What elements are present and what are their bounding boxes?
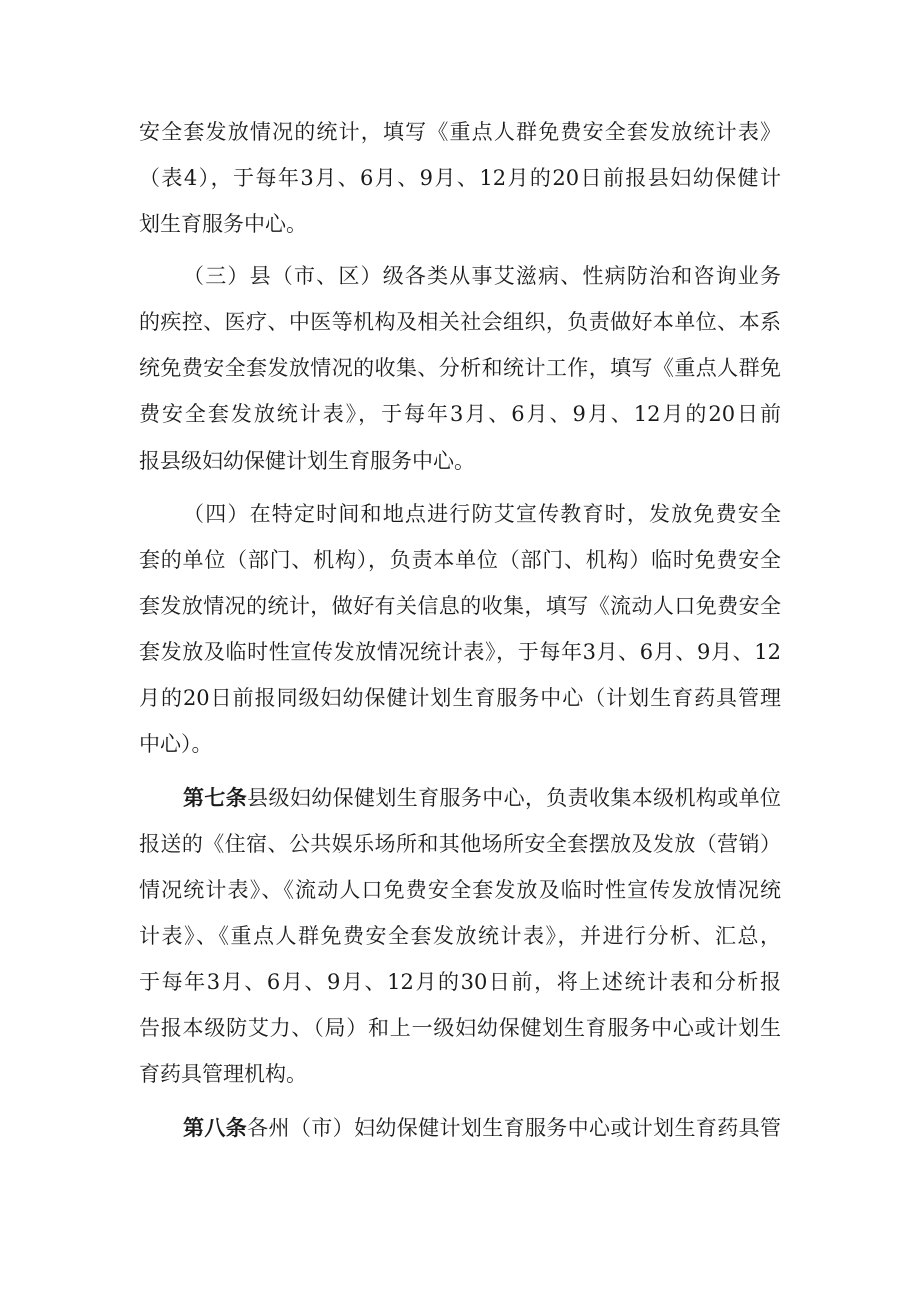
paragraph-line: 报送的《住宿、公共娱乐场所和其他场所安全套摆放及发放（营销） xyxy=(139,832,781,856)
article-text: 县级妇幼保健划生育服务中心，负责收集本级机构或单位 xyxy=(247,786,782,810)
paragraph-line: 情况统计表》、《流动人口免费安全套发放及临时性宣传发放情况统 xyxy=(139,878,781,902)
paragraph-line: 安全套发放情况的统计，填写《重点人群免费安全套发放统计表》 xyxy=(139,120,781,144)
paragraph-line: （表4），于每年3月、6月、9月、12月的20日前报县妇幼保健计 xyxy=(139,166,781,190)
paragraph-line: 计表》、《重点人群免费安全套发放统计表》，并进行分析、汇总， xyxy=(139,924,781,948)
paragraph-line: 中心）。 xyxy=(139,732,213,756)
paragraph-line: 套的单位（部门、机构），负责本单位（部门、机构）临时免费安全 xyxy=(139,548,781,572)
article-heading: 第八条 xyxy=(183,1116,248,1140)
paragraph-line: 套发放及临时性宣传发放情况统计表》，于每年3月、6月、9月、12 xyxy=(139,640,781,664)
article-text: 各州（市）妇幼保健计划生育服务中心或计划生育药具管 xyxy=(247,1116,782,1140)
paragraph-line: 月的20日前报同级妇幼保健计划生育服务中心（计划生育药具管理 xyxy=(139,686,781,710)
article-first-line xyxy=(183,784,781,812)
paragraph-line: 于每年3月、6月、9月、12月的30日前，将上述统计表和分析报 xyxy=(139,970,781,994)
paragraph-line: （三）县（市、区）级各类从事艾滋病、性病防治和咨询业务 xyxy=(183,264,781,288)
paragraph-line: 报县级妇幼保健计划生育服务中心。 xyxy=(139,449,475,473)
article-heading: 第七条 xyxy=(183,786,248,810)
paragraph-line: 划生育服务中心。 xyxy=(139,212,307,236)
paragraph-line: 费安全套发放统计表》，于每年3月、6月、9月、12月的20日前 xyxy=(139,402,781,426)
paragraph-line: 统免费安全套发放情况的收集、分析和统计工作，填写《重点人群免 xyxy=(139,356,781,380)
paragraph-line: 育药具管理机构。 xyxy=(139,1062,307,1086)
article-first-line xyxy=(183,1114,781,1142)
paragraph-line: 套发放情况的统计，做好有关信息的收集，填写《流动人口免费安全 xyxy=(139,594,781,618)
paragraph-line: 的疾控、医疗、中医等机构及相关社会组织，负责做好本单位、本系 xyxy=(139,310,781,334)
paragraph-line: 告报本级防艾力、（局）和上一级妇幼保健划生育服务中心或计划生 xyxy=(139,1016,781,1040)
paragraph-line: （四）在特定时间和地点进行防艾宣传教育时，发放免费安全 xyxy=(183,502,781,526)
